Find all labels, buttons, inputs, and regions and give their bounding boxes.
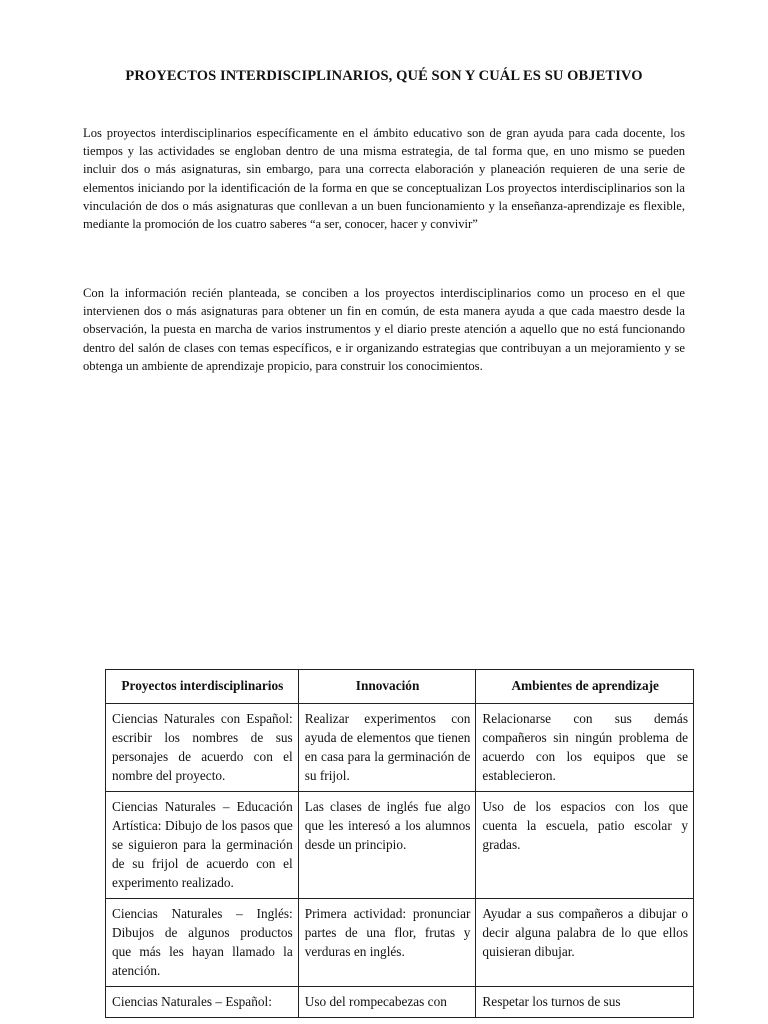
header-learning-environments: Ambientes de aprendizaje [476, 670, 694, 704]
table-cell: Ayudar a sus compañeros a dibujar o decir alguna palabra de lo que ellos quisieran dibujar. [476, 899, 694, 987]
table-cell: Primera actividad: pronunciar partes de una flor, frutas y verduras en inglés. [298, 899, 476, 987]
table-cell: Ciencias Naturales – Español: [106, 987, 299, 1018]
table-row [106, 792, 694, 899]
paragraph-definition: Con la información recién planteada, se conciben a los proyectos interdisciplinarios como un proceso en el que intervienen dos o más asignaturas para obtener un fin en común, de esta manera ayuda a que cada maestro desde la observación, la puesta en marcha de varios instrumentos y el diario preste atención a aquello que no está funcionando dentro del salón de clases con temas específicos, e ir organizando estrategias que contribuyan a un mejoramiento y se obtenga un ambiente de aprendizaje propicio, para construir los conocimientos. [83, 286, 685, 373]
header-projects: Proyectos interdisciplinarios [106, 670, 299, 704]
table-cell: Ciencias Naturales – Inglés: Dibujos de algunos productos que más les hayan llamado la atención. [106, 899, 299, 987]
table-cell: Uso de los espacios con los que cuenta la escuela, patio escolar y gradas. [476, 792, 694, 899]
table-cell: Ciencias Naturales – Educación Artística: Dibujo de los pasos que se siguieron para la germinación de su frijol de acuerdo con el experimento realizado. [106, 792, 299, 899]
table-row [106, 987, 694, 1018]
table-cell: Uso del rompecabezas con [298, 987, 476, 1018]
document-title: PROYECTOS INTERDISCIPLINARIOS, QUÉ SON Y CUÁL ES SU OBJETIVO [125, 68, 643, 84]
table-header-row [106, 670, 694, 704]
projects-table [105, 669, 694, 1018]
paragraph-intro: Los proyectos interdisciplinarios específicamente en el ámbito educativo son de gran ayuda para cada docente, los tiempos y las actividades se engloban dentro de una misma estrategia, de tal forma que, en uno mismo se pueden incluir dos o más asignaturas, sin embargo, para una correcta elaboración y planeación requieren de una serie de elementos iniciando por la identificación de la forma en que se conceptualizan Los proyectos interdisciplinarios son la vinculación de dos o más asignaturas que conllevan a un buen funcionamiento y la enseñanza-aprendizaje es flexible, mediante la promoción de los cuatro saberes “a ser, conocer, hacer y convivir” [83, 126, 685, 232]
table-row [106, 899, 694, 987]
table-cell: Ciencias Naturales con Español: escribir los nombres de sus personajes de acuerdo con el nombre del proyecto. [106, 704, 299, 792]
table-cell: Realizar experimentos con ayuda de elementos que tienen en casa para la germinación de su frijol. [298, 704, 476, 792]
table-cell: Respetar los turnos de sus [476, 987, 694, 1018]
table-cell: Relacionarse con sus demás compañeros sin ningún problema de acuerdo con los equipos que se establecieron. [476, 704, 694, 792]
header-innovation: Innovación [298, 670, 476, 704]
table-row [106, 704, 694, 792]
table-cell: Las clases de inglés fue algo que les interesó a los alumnos desde un principio. [298, 792, 476, 899]
